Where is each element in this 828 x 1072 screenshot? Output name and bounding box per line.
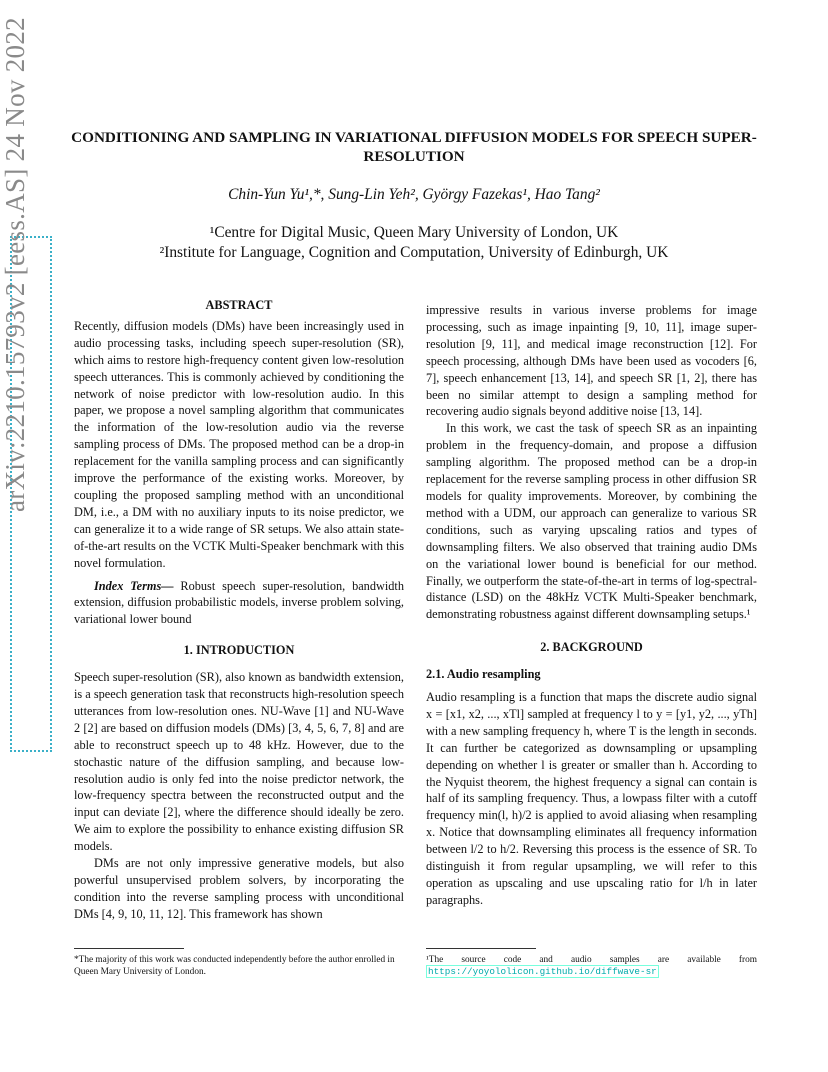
arxiv-identifier[interactable]: arXiv:2210.15793v2 [eess.AS] 24 Nov 2022 bbox=[0, 17, 30, 512]
right-paragraph-3: Audio resampling is a function that maps the discrete audio signal x = [x1, x2, ..., xTl] sampled at frequency l to y = [y1, y2, ..., yTh] with a new sampling frequency h, where T is the length in seconds. It can further be categorized as downsampling or upsampling depending on whether l is greater or smaller than h. According to the Nyquist theorem, the highest frequency a signal can contain is half of its sampling frequency. Thus, a lowpass filter with a cutoff frequency min(l, h)/2 is applied to avoid aliasing when resampling x. Notice that downsampling eliminates all frequency information between l/2 to h/2. Reversing this process is the essence of SR. To distinguish it from regular upsampling, we will refer to this operation as upscaling and use upscaling ratio for l/h in later paragraphs. bbox=[426, 690, 757, 907]
affiliation-1: ¹Centre for Digital Music, Queen Mary University of London, UK bbox=[209, 224, 619, 241]
left-column bbox=[74, 297, 404, 923]
footnote-right-text: ¹The source code and audio samples are available from bbox=[426, 955, 757, 965]
affiliation-2: ²Institute for Language, Cognition and Computation, University of Edinburgh, UK bbox=[159, 244, 669, 261]
introduction-heading: 1. INTRODUCTION bbox=[183, 643, 295, 658]
abstract-text: Recently, diffusion models (DMs) have been increasingly used in audio processing tasks, including speech super-resolution (SR), which aims to restore high-frequency content given low-resolution speech utterances. This is commonly achieved by conditioning the network of noise predictor with low-resolution audio. In this paper, we propose a novel sampling algorithm that communicates the information of the low-resolution audio via the reverse sampling process of DMs. The proposed method can be a drop-in replacement for the vanilla sampling process and can significantly improve the performance of the existing works. Moreover, by coupling the proposed sampling method with an unconditional DM, i.e., a DM with no auxiliary inputs to its noise predictor, we can generalize it to a wide range of SR setups. We also attain state-of-the-art results on the VCTK Multi-Speaker benchmark with this novel formulation. bbox=[74, 318, 404, 570]
footnote-rule-left bbox=[74, 948, 184, 949]
footnote-left: *The majority of this work was conducted independently before the author enrolled in Queen Mary University of London. bbox=[74, 955, 395, 977]
index-terms-label: Index Terms— bbox=[94, 578, 174, 593]
background-heading: 2. BACKGROUND bbox=[540, 640, 643, 655]
source-code-link[interactable]: https://yoyololicon.github.io/diffwave-sr bbox=[428, 966, 657, 977]
intro-paragraph-1: Speech super-resolution (SR), also known as bandwidth extension, is a speech generation task that reconstructs high-resolution speech utterances from low-resolution ones. NU-Wave [1] and NU-Wave 2 [2] are based on diffusion models (DMs) [3, 4, 5, 6, 7, 8] and are able to reconstruct speech up to 48 kHz. However, due to the stochastic nature of the diffusion sampling, and because low-resolution audio is only fed into the noise predictor network, the low-frequency spectra between the reconstructed output and the input can deviate [2], where the difference should ideally be zero. We aim to explore the possibility to enhance existing diffusion SR models. bbox=[74, 670, 404, 854]
index-terms-text: Robust speech super-resolution, bandwidth extension, diffusion probabilistic models, inverse problem solving, variational lower bound bbox=[74, 578, 404, 627]
right-column bbox=[426, 302, 757, 909]
abstract-heading: ABSTRACT bbox=[205, 298, 273, 312]
index-terms bbox=[74, 578, 404, 629]
footnote-rule-right bbox=[426, 948, 536, 949]
right-paragraph-2: In this work, we cast the task of speech SR as an inpainting problem in the frequency-domain, and propose a diffusion sampling algorithm. The proposed method can be a drop-in replacement for the reverse sampling process in other diffusion SR models for quality improvements. Moreover, by combining the method with a UDM, our approach can generalize to various SR conditions, such as varying upscaling ratios and types of downsampling filters. We also observed that training audio DMs on the variational lower bound is beneficial for our method. Finally, we outperform the state-of-the-art in terms of log-spectral-distance (LSD) on the 48kHz VCTK Multi-Speaker benchmark, demonstrating robustness against different downsampling setups.¹ bbox=[426, 421, 757, 622]
author-list: Chin-Yun Yu¹,*, Sung-Lin Yeh², György Fazekas¹, Hao Tang² bbox=[228, 186, 600, 203]
right-paragraph-1: impressive results in various inverse problems for image processing, such as image inpainting [9, 10, 11], image super-resolution [9, 11], and medical image reconstruction [12]. For speech processing, although DMs have been used as vocoders [6, 7], speech enhancement [13, 14], and speech SR [1, 2], there has been no similar attempt to design a sampling method for recovering audio signals beyond additive noise [13, 14]. bbox=[426, 303, 757, 419]
audio-resampling-heading: 2.1. Audio resampling bbox=[426, 667, 541, 682]
intro-paragraph-2: DMs are not only impressive generative models, but also powerful unsupervised problem solvers, by incorporating the condition into the reverse sampling process with unconditional DMs [4, 9, 10, 11, 12]. This framework has shown bbox=[74, 856, 404, 921]
footnote-right bbox=[426, 954, 757, 978]
paper-title: CONDITIONING AND SAMPLING IN VARIATIONAL DIFFUSION MODELS FOR SPEECH SUPER-RESOLUTION bbox=[71, 129, 757, 165]
